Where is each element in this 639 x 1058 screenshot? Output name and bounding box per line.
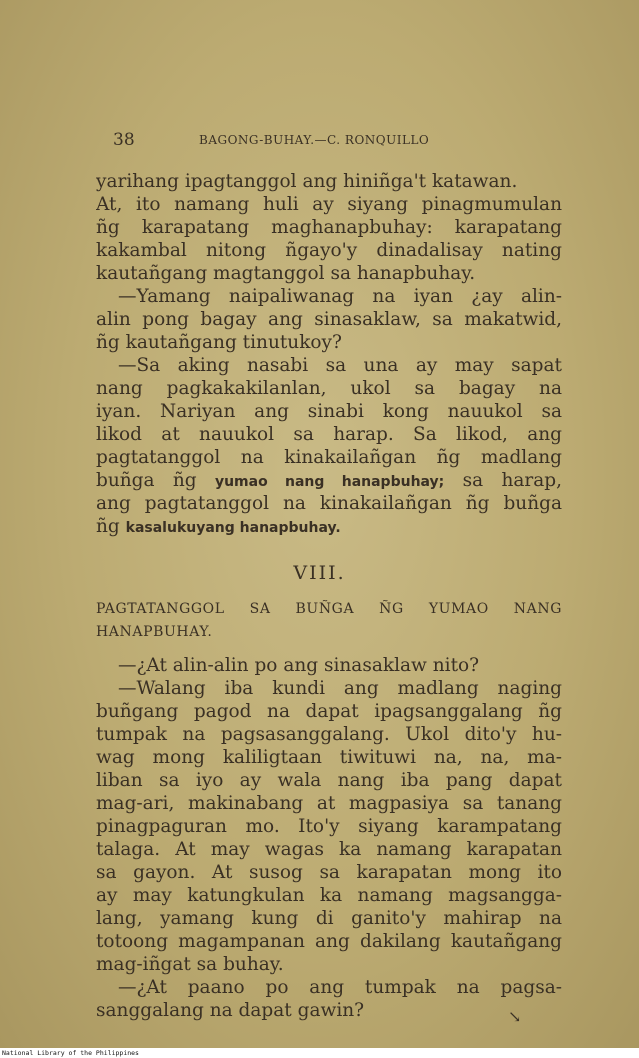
text-line: likod at nauukol sa harap. Sa likod, ang	[96, 424, 562, 445]
text-line: sanggalang na dapat gawin?	[96, 1000, 365, 1021]
text-line: tumpak na pagsasanggalang. Ukol dito'y hu-	[96, 724, 562, 745]
bold-text-run: yumao nang hanapbuhay;	[214, 474, 445, 490]
text-run: sa harap,	[444, 470, 562, 491]
text-line: ay may katungkulan ka namang magsangga-	[96, 885, 562, 906]
text-line: ñg kautañgang tinutukoy?	[96, 332, 342, 353]
chapter-heading: VIII.	[293, 562, 346, 584]
text-line: totoong magampanan ang dakilang kautañgang	[96, 931, 562, 952]
text-line: —¿At paano po ang tumpak na pagsa-	[118, 977, 562, 998]
text-line: kakambal nitong ñgayo'y dinadalisay nating	[96, 240, 562, 261]
text-line: kautañgang magtanggol sa hanapbuhay.	[96, 263, 476, 284]
text-run: buñga ñg	[96, 470, 215, 491]
pencil-mark-icon: ↘	[508, 1007, 522, 1026]
bold-text-run: kasalukuyang hanapbuhay.	[125, 520, 341, 536]
text-run: ñg	[96, 516, 126, 537]
text-line: mag-ari, makinabang at magpasiya sa tanang	[96, 793, 562, 814]
body-text-top	[96, 170, 562, 538]
running-title: BAGONG-BUHAY.—C. RONQUILLO	[199, 133, 430, 147]
text-line: buñgang pagod na dapat ipagsanggalang ñg	[96, 701, 562, 722]
text-line: pinagpaguran mo. Ito'y siyang karampatang	[96, 816, 562, 837]
text-line: pagtatanggol na kinakailañgan ñg madlang	[96, 447, 562, 468]
text-line-mixed	[96, 515, 562, 538]
text-line: ang pagtatanggol na kinakailañgan ñg buñga	[96, 493, 562, 514]
text-line: talaga. At may wagas ka namang karapatan	[96, 839, 562, 860]
text-line: wag mong kaliligtaan tiwituwi na, na, ma-	[96, 747, 562, 768]
body-text-bottom	[96, 654, 562, 1022]
text-line: yarihang ipagtanggol ang hiniñga't katawan.	[96, 171, 518, 192]
section-title-line: PAGTATANGGOL SA BUÑGA ÑG YUMAO NANG	[96, 601, 562, 617]
text-line: sa gayon. At susog sa karapatan mong ito	[96, 862, 562, 883]
text-line: —¿At alin-alin po ang sinasaklaw nito?	[118, 655, 480, 676]
text-line: lang, yamang kung di ganito'y mahirap na	[96, 908, 562, 929]
text-line: ñg karapatang maghanapbuhay: karapatang	[96, 217, 562, 238]
text-line: mag-iñgat sa buhay.	[96, 954, 284, 975]
text-line: —Yamang naipaliwanag na iyan ¿ay alin-	[118, 286, 562, 307]
text-line-mixed	[96, 469, 562, 492]
section-title-line: HANAPBUHAY.	[96, 624, 213, 640]
page-number: 38	[113, 130, 135, 150]
page-header	[113, 130, 513, 154]
text-line: —Sa aking nasabi sa una ay may sapat	[118, 355, 562, 376]
text-line: At, ito namang huli ay siyang pinagmumulan	[96, 194, 562, 215]
footer-credit: National Library of the Philippines	[0, 1048, 639, 1058]
text-line: alin pong bagay ang sinasaklaw, sa makatwid,	[96, 309, 562, 330]
section-title	[96, 595, 562, 641]
text-line: nang pagkakakilanlan, ukol sa bagay na	[96, 378, 562, 399]
text-line: iyan. Nariyan ang sinabi kong nauukol sa	[96, 401, 562, 422]
text-line: liban sa iyo ay wala nang iba pang dapat	[96, 770, 562, 791]
text-line: —Walang iba kundi ang madlang naging	[118, 678, 562, 699]
